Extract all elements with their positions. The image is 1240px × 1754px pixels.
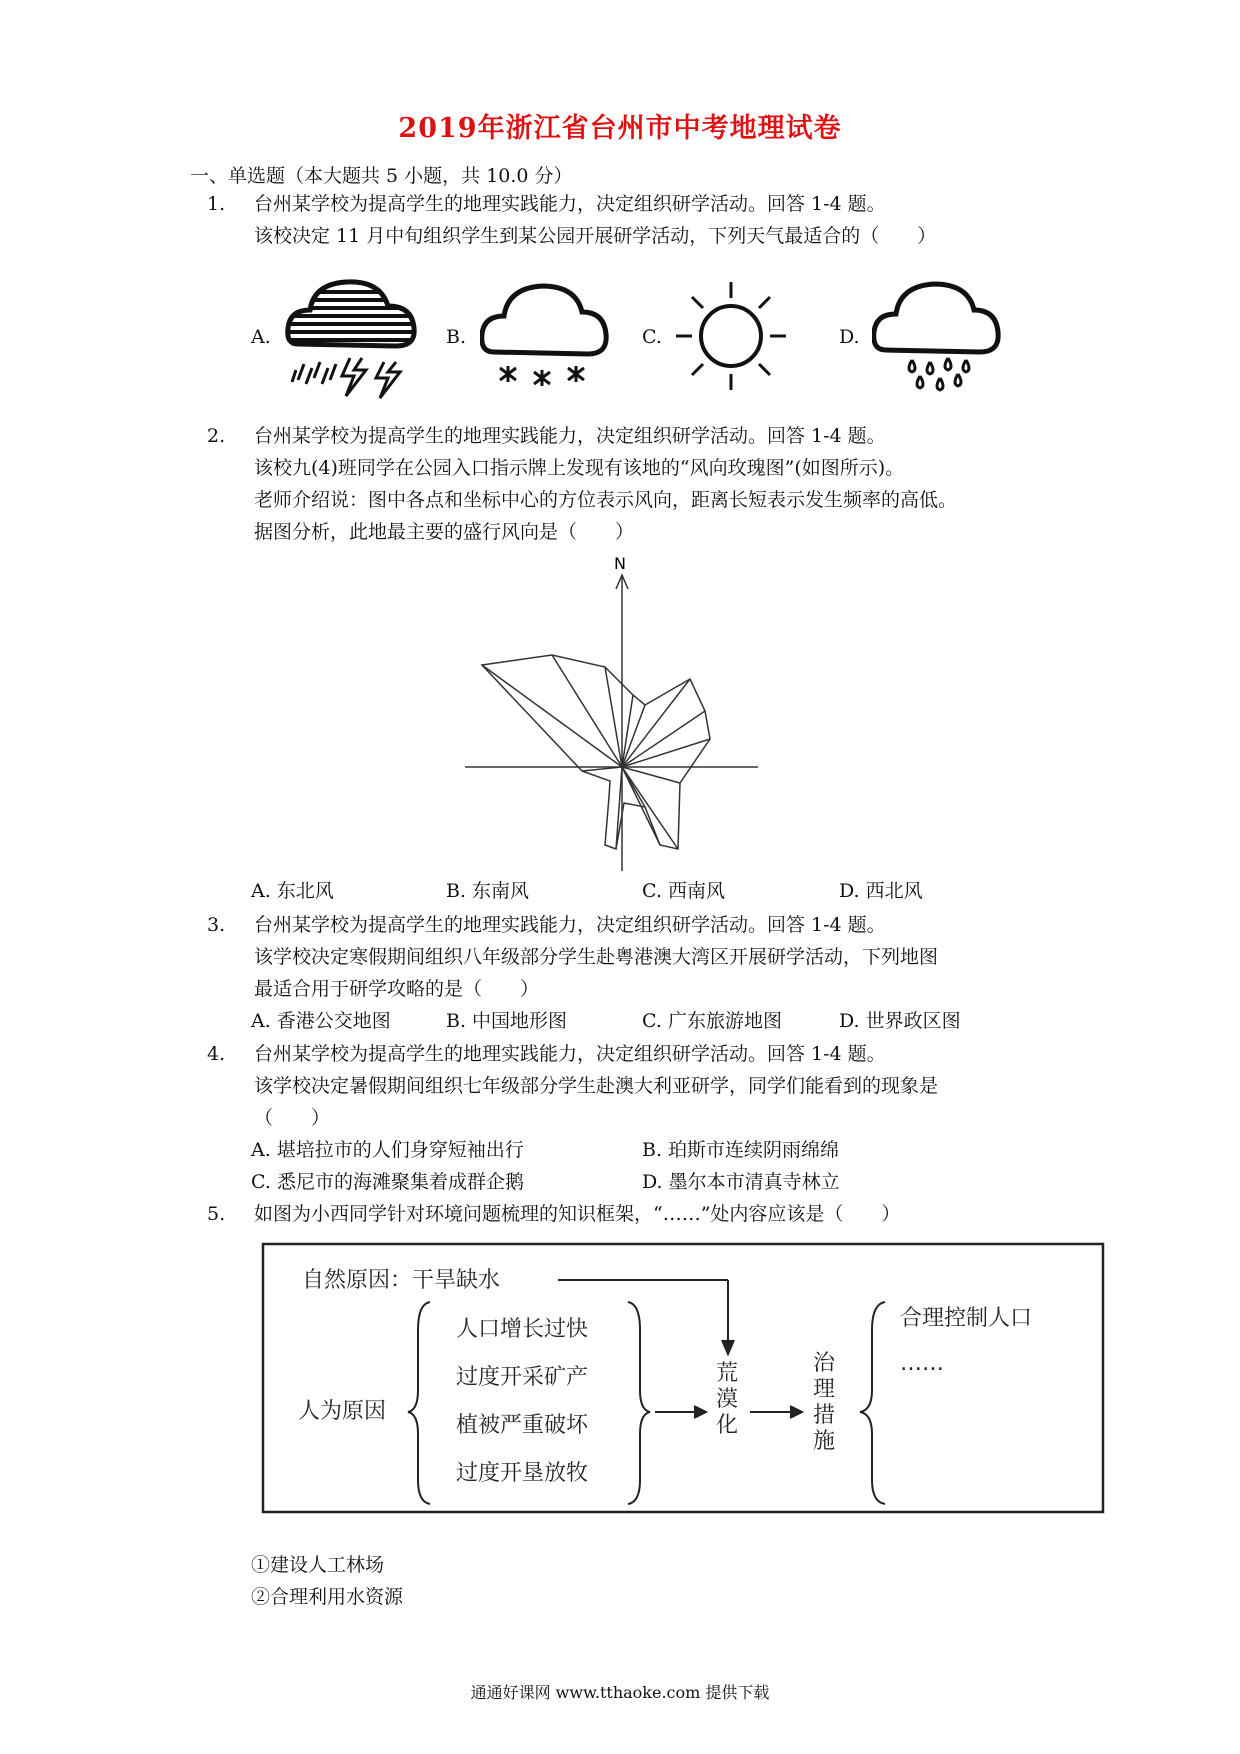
q1-option-d[interactable]: D. [839, 326, 860, 348]
q3-line-1: 台州某学校为提高学生的地理实践能力，决定组织研学活动。回答 1-4 题。 [254, 914, 886, 936]
q5-choice-2: ②合理利用水资源 [251, 1586, 404, 1608]
q4-option-b[interactable]: B. 珀斯市连续阴雨绵绵 [642, 1139, 840, 1161]
q4-line-2: 该学校决定暑假期间组织七年级部分学生赴澳大利亚研学，同学们能看到的现象是 [254, 1075, 939, 1097]
desertification-diagram [260, 1240, 1110, 1520]
q5-number: 5. [207, 1203, 226, 1225]
q1-number: 1. [207, 193, 226, 215]
q3-option-a[interactable]: A. 香港公交地图 [251, 1010, 391, 1032]
wind-rose-polygon [482, 655, 710, 849]
q2-option-b[interactable]: B. 东南风 [446, 880, 530, 902]
measures-char-2: 理 [813, 1377, 836, 1402]
q2-line-3: 老师介绍说：图中各点和坐标中心的方位表示风向，距离长短表示发生频率的高低。 [254, 489, 958, 511]
q3-option-c[interactable]: C. 广东旅游地图 [642, 1010, 782, 1032]
q1-option-a[interactable]: A. [251, 326, 271, 348]
natural-cause: 自然原因：干旱缺水 [302, 1268, 501, 1293]
human-cause-1: 人口增长过快 [456, 1317, 589, 1342]
human-cause-4: 过度开垦放牧 [456, 1461, 589, 1486]
result-char-2: 漠 [716, 1387, 739, 1412]
q2-number: 2. [207, 425, 226, 447]
q4-option-c[interactable]: C. 悉尼市的海滩聚集着成群企鹅 [251, 1171, 524, 1193]
q4-line-3: （ ） [254, 1107, 331, 1129]
q4-line-1: 台州某学校为提高学生的地理实践能力，决定组织研学活动。回答 1-4 题。 [254, 1043, 886, 1065]
measure-1: 合理控制人口 [900, 1306, 1033, 1331]
q2-option-d[interactable]: D. 西北风 [839, 880, 923, 902]
q3-line-3: 最适合用于研学攻略的是（ ） [254, 978, 540, 1000]
page-title: 2019年浙江省台州市中考地理试卷 [398, 113, 842, 144]
page-footer: 通通好课网 www.tthaoke.com 提供下载 [470, 1683, 770, 1702]
q4-option-a[interactable]: A. 堪培拉市的人们身穿短袖出行 [251, 1139, 524, 1161]
q2-line-2: 该校九(4)班同学在公园入口指示牌上发现有该地的“风向玫瑰图”(如图所示)。 [254, 457, 905, 479]
q3-option-d[interactable]: D. 世界政区图 [839, 1010, 961, 1032]
result-char-1: 荒 [716, 1361, 739, 1386]
human-cause-3: 植被严重破坏 [456, 1413, 589, 1438]
q2-option-c[interactable]: C. 西南风 [642, 880, 725, 902]
q5-line-1: 如图为小西同学针对环境问题梳理的知识框架，“……”处内容应该是（ ） [254, 1203, 901, 1225]
measures-char-1: 治 [813, 1351, 836, 1376]
measures-char-3: 措 [813, 1403, 836, 1428]
q3-option-b[interactable]: B. 中国地形图 [446, 1010, 568, 1032]
snow-icon [480, 272, 610, 392]
q1-option-c[interactable]: C. [642, 326, 662, 348]
human-cause-2: 过度开采矿产 [456, 1365, 589, 1390]
rain-icon [872, 272, 1002, 397]
q1-option-b[interactable]: B. [446, 326, 467, 348]
section-heading: 一、单选题（本大题共 5 小题，共 10.0 分） [190, 165, 573, 187]
human-cause-label: 人为原因 [298, 1399, 387, 1424]
q2-option-a[interactable]: A. 东北风 [251, 880, 334, 902]
q3-line-2: 该学校决定寒假期间组织八年级部分学生赴粤港澳大湾区开展研学活动，下列地图 [254, 946, 939, 968]
measure-2: …… [900, 1351, 944, 1376]
q1-line-1: 台州某学校为提高学生的地理实践能力，决定组织研学活动。回答 1-4 题。 [254, 193, 886, 215]
q2-line-4: 据图分析，此地最主要的盛行风向是（ ） [254, 521, 635, 543]
q4-number: 4. [207, 1043, 226, 1065]
north-label: N [614, 554, 626, 573]
thunderstorm-icon [284, 272, 424, 402]
wind-rose-diagram [460, 545, 780, 875]
result-char-3: 化 [716, 1413, 739, 1438]
q1-line-2: 该校决定 11 月中旬组织学生到某公园开展研学活动，下列天气最适合的（ ） [254, 225, 937, 247]
measures-char-4: 施 [813, 1429, 836, 1454]
q3-number: 3. [207, 914, 226, 936]
q2-line-1: 台州某学校为提高学生的地理实践能力，决定组织研学活动。回答 1-4 题。 [254, 425, 886, 447]
sunny-icon [676, 278, 786, 393]
q4-option-d[interactable]: D. 墨尔本市清真寺林立 [642, 1171, 840, 1193]
q5-choice-1: ①建设人工林场 [251, 1554, 385, 1576]
